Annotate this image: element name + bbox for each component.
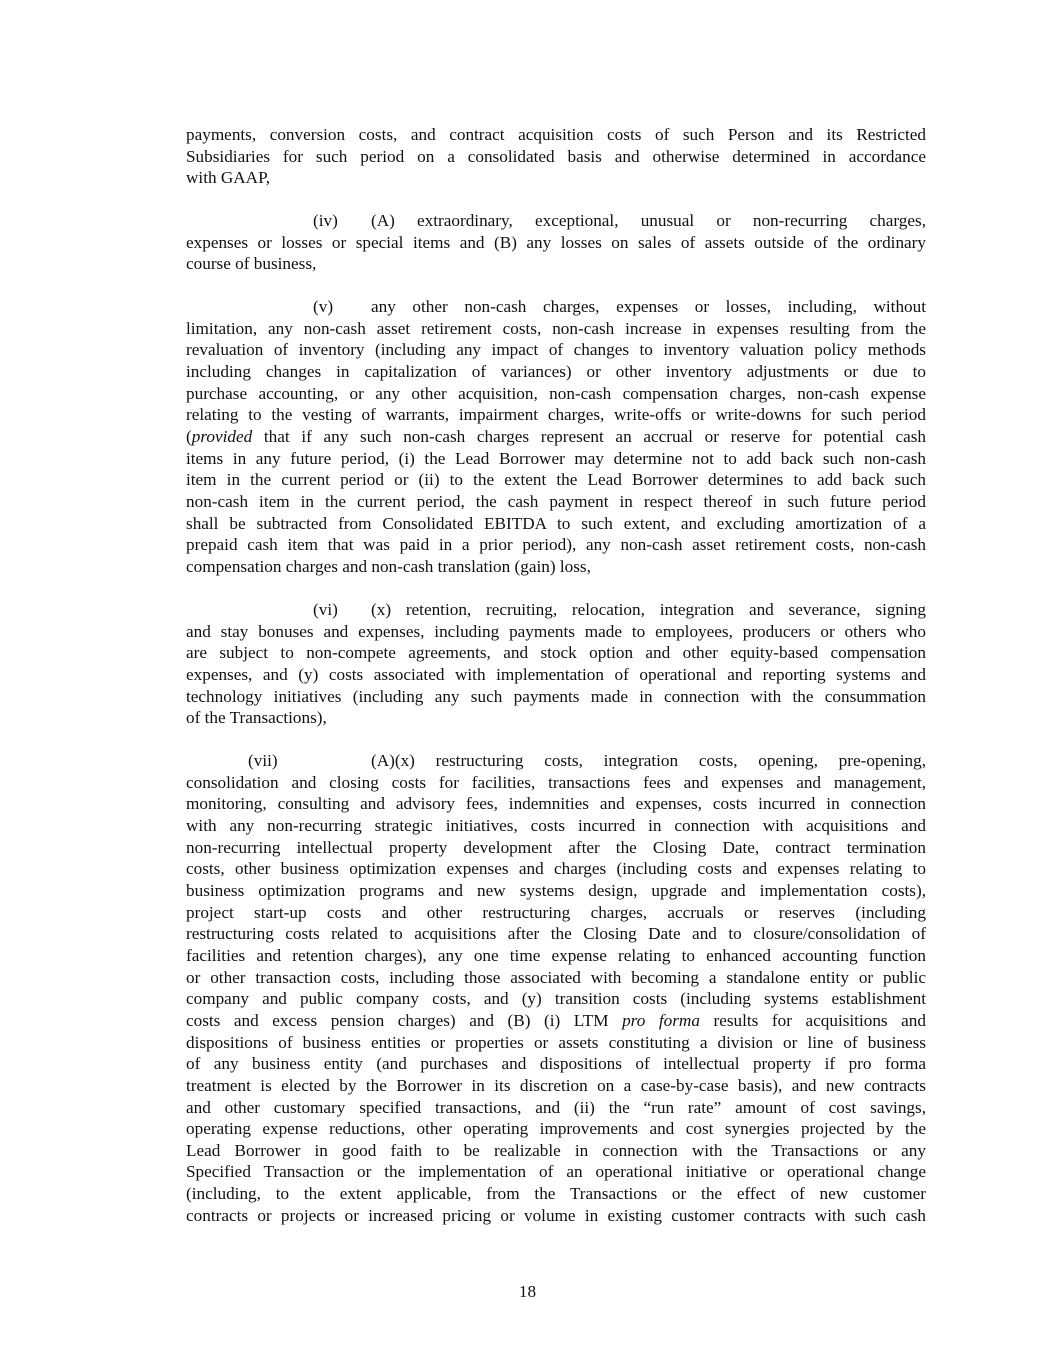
italic-text: pro forma xyxy=(622,1010,700,1030)
text-segment: with GAAP, xyxy=(186,168,271,188)
text-segment: costs and excess pension charges) and (B) (i) LTM xyxy=(186,1010,623,1030)
text-line xyxy=(186,124,926,146)
text-line xyxy=(186,448,926,470)
text-segment: including changes in capitalization of variances) or other inventory adjustments or due to xyxy=(186,361,926,381)
text-segment: restructuring costs related to acquisitions after the Closing Date and to closure/consolidation of xyxy=(186,924,926,944)
text-segment: (x) retention, recruiting, relocation, integration and severance, signing xyxy=(371,600,926,619)
text-line xyxy=(371,210,926,232)
text-line xyxy=(186,1183,926,1205)
text-segment: treatment is elected by the Borrower in its discretion on a case-by-case basis), and new contracts xyxy=(186,1075,926,1095)
text-segment: company and public company costs, and (y) transition costs (including systems establishment xyxy=(186,989,926,1009)
text-segment: non-recurring intellectual property development after the Closing Date, contract termination xyxy=(186,837,926,857)
text-line xyxy=(186,318,926,340)
clause-label: (v) xyxy=(313,297,334,316)
clause-label: (vii) xyxy=(248,751,278,770)
text-line xyxy=(186,642,926,664)
text-segment: Lead Borrower in good faith to be realizable in connection with the Transactions or any xyxy=(186,1140,926,1160)
text-line xyxy=(371,750,926,772)
paragraph xyxy=(186,296,926,578)
text-line xyxy=(186,880,926,902)
text-line xyxy=(186,1053,926,1075)
paragraph xyxy=(186,750,926,1226)
text-segment: item in the current period or (ii) to the extent the Lead Borrower determines to add back such xyxy=(186,470,926,490)
text-segment: (including, to the extent applicable, from the Transactions or the effect of new customer xyxy=(186,1184,926,1204)
text-line xyxy=(186,1032,926,1054)
text-line xyxy=(186,1140,926,1162)
text-segment: compensation charges and non-cash translation (gain) loss, xyxy=(186,556,591,576)
text-segment: consolidation and closing costs for facilities, transactions fees and expenses and management, xyxy=(186,772,926,792)
text-segment: and stay bonuses and expenses, including payments made to employees, producers or others who xyxy=(186,621,926,641)
clause-label: (vi) xyxy=(313,600,338,619)
text-segment: that if any such non-cash charges represent an accrual or reserve for potential cash xyxy=(252,426,926,446)
text-line xyxy=(186,167,926,189)
text-segment: costs, other business optimization expenses and charges (including costs and expenses relating to xyxy=(186,859,926,879)
text-line xyxy=(186,686,926,708)
text-line xyxy=(186,404,926,426)
text-line xyxy=(186,837,926,859)
text-line xyxy=(186,707,926,729)
text-segment: contracts or projects or increased pricing or volume in existing customer contracts with such cash xyxy=(186,1205,926,1225)
text-line xyxy=(186,339,926,361)
italic-text: provided xyxy=(191,426,253,446)
clause-label: (iv) xyxy=(313,211,338,230)
text-line xyxy=(186,815,926,837)
text-segment: facilities and retention charges), any one time expense relating to enhanced accounting function xyxy=(186,945,926,965)
text-line xyxy=(186,967,926,989)
text-segment: are subject to non-compete agreements, and stock option and other equity-based compensation xyxy=(186,643,926,663)
text-segment: results for acquisitions and xyxy=(699,1010,926,1030)
text-segment: Specified Transaction or the implementation of an operational initiative or operational change xyxy=(186,1162,926,1182)
text-line xyxy=(186,1097,926,1119)
text-line xyxy=(371,599,926,621)
text-segment: Subsidiaries for such period on a consolidated basis and otherwise determined in accordance xyxy=(186,146,926,166)
text-segment: ( xyxy=(186,426,192,446)
paragraph xyxy=(186,210,926,275)
text-segment: or other transaction costs, including those associated with becoming a standalone entity or public xyxy=(186,967,926,987)
text-line xyxy=(186,902,926,924)
text-line xyxy=(186,1118,926,1140)
text-segment: any other non-cash charges, expenses or losses, including, without xyxy=(371,297,926,316)
text-segment: revaluation of inventory (including any impact of changes to inventory valuation policy methods xyxy=(186,340,926,360)
text-line xyxy=(186,1161,926,1183)
text-line xyxy=(186,793,926,815)
text-segment: business optimization programs and new systems design, upgrade and implementation costs), xyxy=(186,880,926,900)
text-segment: items in any future period, (i) the Lead Borrower may determine not to add back such non-cash xyxy=(186,448,926,468)
text-line xyxy=(186,772,926,794)
text-segment: (A) extraordinary, exceptional, unusual or non-recurring charges, xyxy=(371,211,926,230)
text-segment: payments, conversion costs, and contract acquisition costs of such Person and its Restricted xyxy=(186,125,926,144)
text-segment: dispositions of business entities or properties or assets constituting a division or line of business xyxy=(186,1032,926,1052)
text-line xyxy=(186,1075,926,1097)
text-segment: of the Transactions), xyxy=(186,708,327,728)
paragraph xyxy=(186,599,926,729)
text-segment: non-cash item in the current period, the cash payment in respect thereof in such future period xyxy=(186,491,926,511)
text-segment: technology initiatives (including any such payments made in connection with the consummation xyxy=(186,686,926,706)
text-segment: shall be subtracted from Consolidated EBITDA to such extent, and excluding amortization of a xyxy=(186,513,926,533)
text-line xyxy=(186,621,926,643)
text-line xyxy=(186,858,926,880)
text-segment: of any business entity (and purchases and dispositions of intellectual property if pro forma xyxy=(186,1054,926,1074)
text-segment: purchase accounting, or any other acquisition, non-cash compensation charges, non-cash expense xyxy=(186,383,926,403)
text-line xyxy=(186,945,926,967)
text-line xyxy=(186,383,926,405)
text-segment: operating expense reductions, other operating improvements and cost synergies projected by the xyxy=(186,1119,926,1139)
text-segment: prepaid cash item that was paid in a prior period), any non-cash asset retirement costs, non-cash xyxy=(186,535,926,555)
text-segment: course of business, xyxy=(186,254,317,274)
text-segment: relating to the vesting of warrants, impairment charges, write-offs or write-downs for such period xyxy=(186,405,926,425)
text-line xyxy=(186,923,926,945)
text-line xyxy=(186,556,926,578)
text-segment: limitation, any non-cash asset retirement costs, non-cash increase in expenses resulting from the xyxy=(186,318,926,338)
text-segment: with any non-recurring strategic initiatives, costs incurred in connection with acquisitions and xyxy=(186,815,926,835)
text-line xyxy=(371,296,926,318)
text-line xyxy=(186,146,926,168)
text-line xyxy=(186,491,926,513)
text-segment: monitoring, consulting and advisory fees, indemnities and expenses, costs incurred in connection xyxy=(186,794,926,814)
text-line xyxy=(186,513,926,535)
text-line xyxy=(186,988,926,1010)
text-line xyxy=(186,253,926,275)
text-segment: project start-up costs and other restructuring charges, accruals or reserves (including xyxy=(186,902,926,922)
text-segment: (A)(x) restructuring costs, integration costs, opening, pre-opening, xyxy=(371,751,926,770)
text-line xyxy=(186,1010,926,1032)
text-segment: expenses or losses or special items and (B) any losses on sales of assets outside of the ordinary xyxy=(186,232,926,252)
text-segment: and other customary specified transactions, and (ii) the “run rate” amount of cost savings, xyxy=(186,1097,926,1117)
page-number: 18 xyxy=(518,1282,537,1301)
text-line xyxy=(186,534,926,556)
text-line xyxy=(186,1205,926,1227)
text-segment: expenses, and (y) costs associated with implementation of operational and reporting systems and xyxy=(186,664,926,684)
text-line xyxy=(186,469,926,491)
text-line xyxy=(186,361,926,383)
paragraph xyxy=(186,124,926,189)
text-line xyxy=(186,232,926,254)
text-line xyxy=(186,664,926,686)
text-line xyxy=(186,426,926,448)
